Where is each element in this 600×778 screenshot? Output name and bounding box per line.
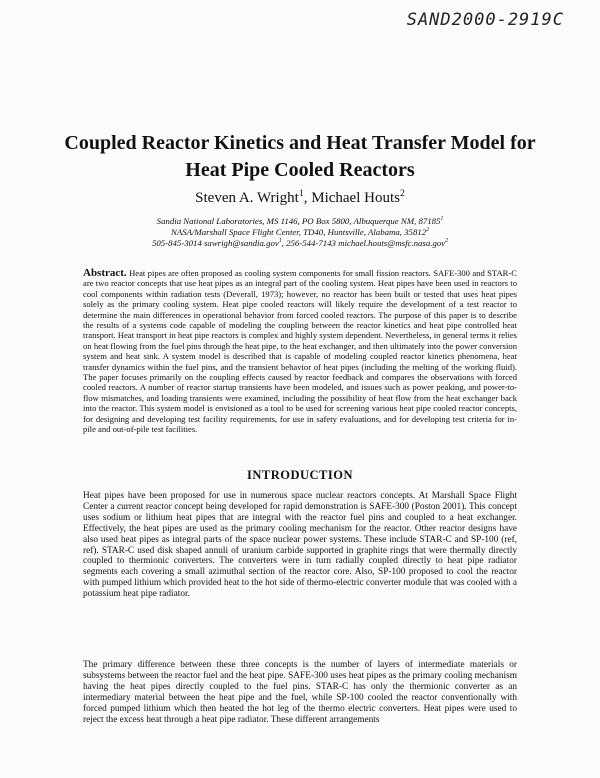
author-affiliation-mark: 2 [399, 188, 405, 199]
document-number-stamp: SAND2000-2919C [406, 10, 564, 30]
abstract [83, 268, 517, 435]
title-line-2: Heat Pipe Cooled Reactors [185, 159, 415, 181]
affiliation-text: NASA/Marshall Space Flight Center, TD40, Huntsville, Alabama, 35812 [170, 227, 427, 237]
affiliations [80, 216, 520, 249]
paper-title [40, 130, 560, 184]
affiliation-mark: 1 [440, 216, 444, 223]
contact-text: , 256-544-7143 michael.houts@msfc.nasa.gov [281, 238, 446, 248]
contact-mark: 2 [445, 238, 449, 245]
author-list [40, 190, 560, 207]
title-line-1: Coupled Reactor Kinetics and Heat Transfer Model for [64, 132, 536, 154]
author-name: Steven A. Wright [195, 190, 299, 206]
affiliation-line [80, 216, 520, 227]
author-affiliation-mark: 1 [298, 188, 304, 199]
affiliation-mark: 2 [426, 227, 430, 234]
affiliation-text: Sandia National Laboratories, MS 1146, PO Box 5800, Albuquerque NM, 87185 [156, 216, 441, 226]
contact-line [80, 238, 520, 249]
author-separator: , [303, 190, 312, 206]
author-name: Michael Houts [311, 190, 400, 206]
affiliation-line [80, 227, 520, 238]
contact-text: 505-845-3014 sawrigh@sandia.gov [151, 238, 279, 248]
body-paragraph: Heat pipes have been proposed for use in numerous space nuclear reactors concepts. At Marshall Space Flight Center a current reactor concept being developed for rapid demonstration is SAFE-300 (Poston 2001). This concept uses sodium or lithium heat pipes that are integral with the reactor fuel pins and coupled to a heat exchanger. Effectively, the heat pipes are used as the primary cooling mechanism for the reactor. Other reactor designs have also used heat pipes as integral parts of the space nuclear power systems. These include STAR-C and SP-100 (ref, ref). STAR-C used disk shaped annuli of uranium carbide supported in graphite rings that were thermally directly coupled to thermionic converters. The converters were in turn radially coupled directly to heat pipe radiator segments each covering a small azimuthal section of the reactor core. Also, SP-100 proposed to cool the reactor with pumped lithium which provided heat to the hot side of thermo-electric converter module that was cooled with a potassium heat pipe radiator. [83, 491, 517, 600]
body-paragraph: The primary difference between these three concepts is the number of layers of intermediate materials or subsystems between the reactor fuel and the heat pipe. SAFE-300 uses heat pipes as the primary cooling mechanism having the heat pipes directly coupled to the fuel pins. STAR-C has only the thermionic converter as an intermediary material between the heat pipe and the fuel, while SP-100 cooled the reactor conventionally with forced pumped lithium which then heated the hot leg of the thermo electric converters. Heat pipes were used to reject the excess heat through a heat pipe radiator. These different arrangements [83, 660, 517, 725]
abstract-text: Heat pipes are often proposed as cooling system components for small fission reactors. SAFE-300 and STAR-C are two reactor concepts that use heat pipes as an integral part of the cooling system. Heat pipes have been used in reactors to cool components within radiation tests (Deverall, 1973); however, no reactor has been built or tested that uses heat pipes solely as the primary cooling system. Heat pipe cooled reactors will likely require the development of a test reactor to determine the main differences in operational behavior from forced cooled reactors. The purpose of this paper is to describe the results of a systems code capable of modeling the coupling between the reactor kinetics and heat pipe controlled heat transport. Heat transport in heat pipe reactors is complex and highly system dependent. Nevertheless, in general terms it relies on heat flowing from the fuel pins through the heat pipe, to the heat exchanger, and then ultimately into the power conversion system and heat sink. A system model is described that is capable of modeling coupled reactor kinetics phenomena, heat transfer dynamics within the fuel pins, and the transient behavior of heat pipes (including the melting of the working fluid). The paper focuses primarily on the coupling effects caused by reactor feedback and compares the observations with forced cooled reactors. A number of reactor startup transients have been modeled, and issues such as power peaking, and power-to-flow mismatches, and loading transients were examined, including the possibility of heat flow from the heat exchanger back into the reactor. This system model is envisioned as a tool to be used for screening various heat pipe cooled reactor concepts, for designing and developing test facility requirements, for use in safety evaluations, and for developing test criteria for in-pile and out-of-pile test facilities. [83, 268, 517, 435]
abstract-label: Abstract. [83, 267, 127, 279]
section-heading: INTRODUCTION [246, 468, 353, 482]
contact-mark: 1 [278, 238, 282, 245]
